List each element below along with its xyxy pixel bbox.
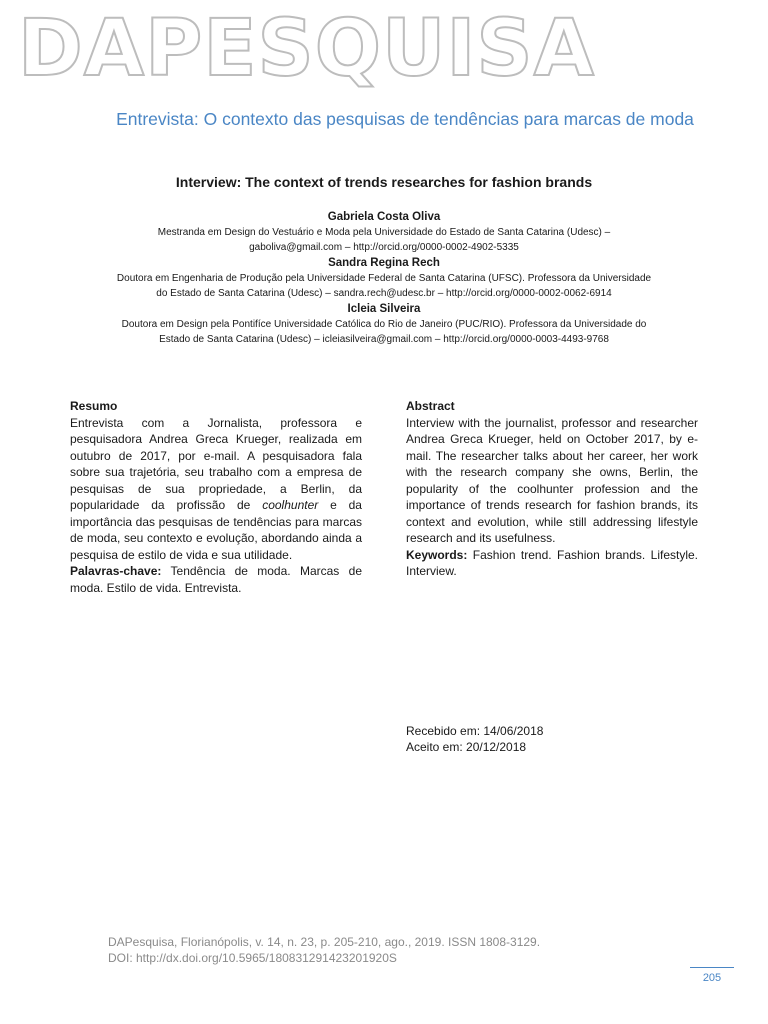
abstract-section: [406, 398, 698, 580]
author-block: [60, 301, 708, 347]
abstract-body: Interview with the journalist, professor and researcher Andrea Greca Krueger, held on October 2017, by e-mail. The researcher talks about her career, her work with the research company she owns, Berlin, the popularity of the coolhunter profession and the importance of trends research for fashion brands, its context and evolution, while still addressing lifestyle research and its usefulness.: [406, 415, 698, 545]
keywords-text: Fashion trend. Fashion brands. Lifestyle. Interview.: [406, 547, 698, 578]
resumo-italic-term: coolhunter: [262, 498, 319, 512]
author-name: Gabriela Costa Oliva: [327, 211, 441, 223]
article-title-english: Interview: The context of trends researches for fashion brands: [175, 174, 593, 190]
author-contact: Estado de Santa Catarina (Udesc) – icleiasilveira@gmail.com – http://orcid.org/0000-0003-4493-9768: [159, 334, 609, 345]
doi-text: DOI: http://dx.doi.org/10.5965/180831291423201920S: [108, 951, 397, 965]
journal-masthead: DAPESQUISA: [18, 4, 595, 94]
abstract-heading: Abstract: [406, 399, 455, 413]
citation-footer: [108, 934, 540, 966]
author-affiliation: Mestranda em Design do Vestuário e Moda pela Universidade do Estado de Santa Catarina (Udesc) –: [157, 227, 611, 238]
keywords-label: Palavras-chave:: [70, 564, 162, 578]
keywords-label: Keywords:: [406, 547, 468, 562]
resumo-section: [70, 398, 362, 596]
author-list: [60, 209, 708, 347]
keywords-text: Tendência de moda. Marcas de moda. Estilo de vida. Entrevista.: [70, 564, 362, 595]
author-name: Sandra Regina Rech: [328, 257, 440, 269]
citation-text: DAPesquisa, Florianópolis, v. 14, n. 23, p. 205-210, ago., 2019. ISSN 1808-3129.: [108, 935, 541, 949]
author-block: [60, 209, 708, 255]
resumo-body: [70, 415, 362, 564]
accepted-date: Aceito em: 20/12/2018: [406, 740, 527, 754]
resumo-text: Entrevista com a Jornalista, professora e pesquisadora Andrea Greca Krueger, realizada em outubro de 2017, por e-mail. A pesquisadora fala sobre sua trajetória, seu trabalho com a empresa de pesquisas de sua propriedade, a Berlin, da popularidade da profissão de: [70, 415, 362, 512]
author-name: Icleia Silveira: [347, 303, 421, 315]
resumo-keywords: [70, 563, 362, 596]
author-affiliation: Doutora em Design pela Pontifíce Universidade Católica do Rio de Janeiro (PUC/RIO). Professora da Universidade do: [121, 319, 647, 330]
abstract-keywords: [406, 547, 698, 580]
received-date: Recebido em: 14/06/2018: [406, 724, 544, 738]
author-contact: do Estado de Santa Catarina (Udesc) – sandra.rech@udesc.br – http://orcid.org/0000-0002-0062-6914: [156, 288, 612, 299]
resumo-heading: Resumo: [70, 399, 118, 413]
author-contact: gaboliva@gmail.com – http://orcid.org/0000-0002-4902-5335: [249, 242, 519, 253]
resumo-text-end: e da importância das pesquisas de tendências para marcas de moda, seu contexto e evolução, abordando ainda a pesquisa de estilo de vida e sua utilidade.: [70, 498, 362, 562]
submission-dates: [406, 723, 543, 755]
article-title-portuguese: Entrevista: O contexto das pesquisas de tendências para marcas de moda: [116, 109, 694, 129]
page-number: 205: [702, 972, 722, 984]
page-number-rule: [690, 967, 734, 968]
author-block: [60, 255, 708, 301]
author-affiliation: Doutora em Engenharia de Produção pela Universidade Federal de Santa Catarina (UFSC). Professora da Universidade: [116, 273, 652, 284]
